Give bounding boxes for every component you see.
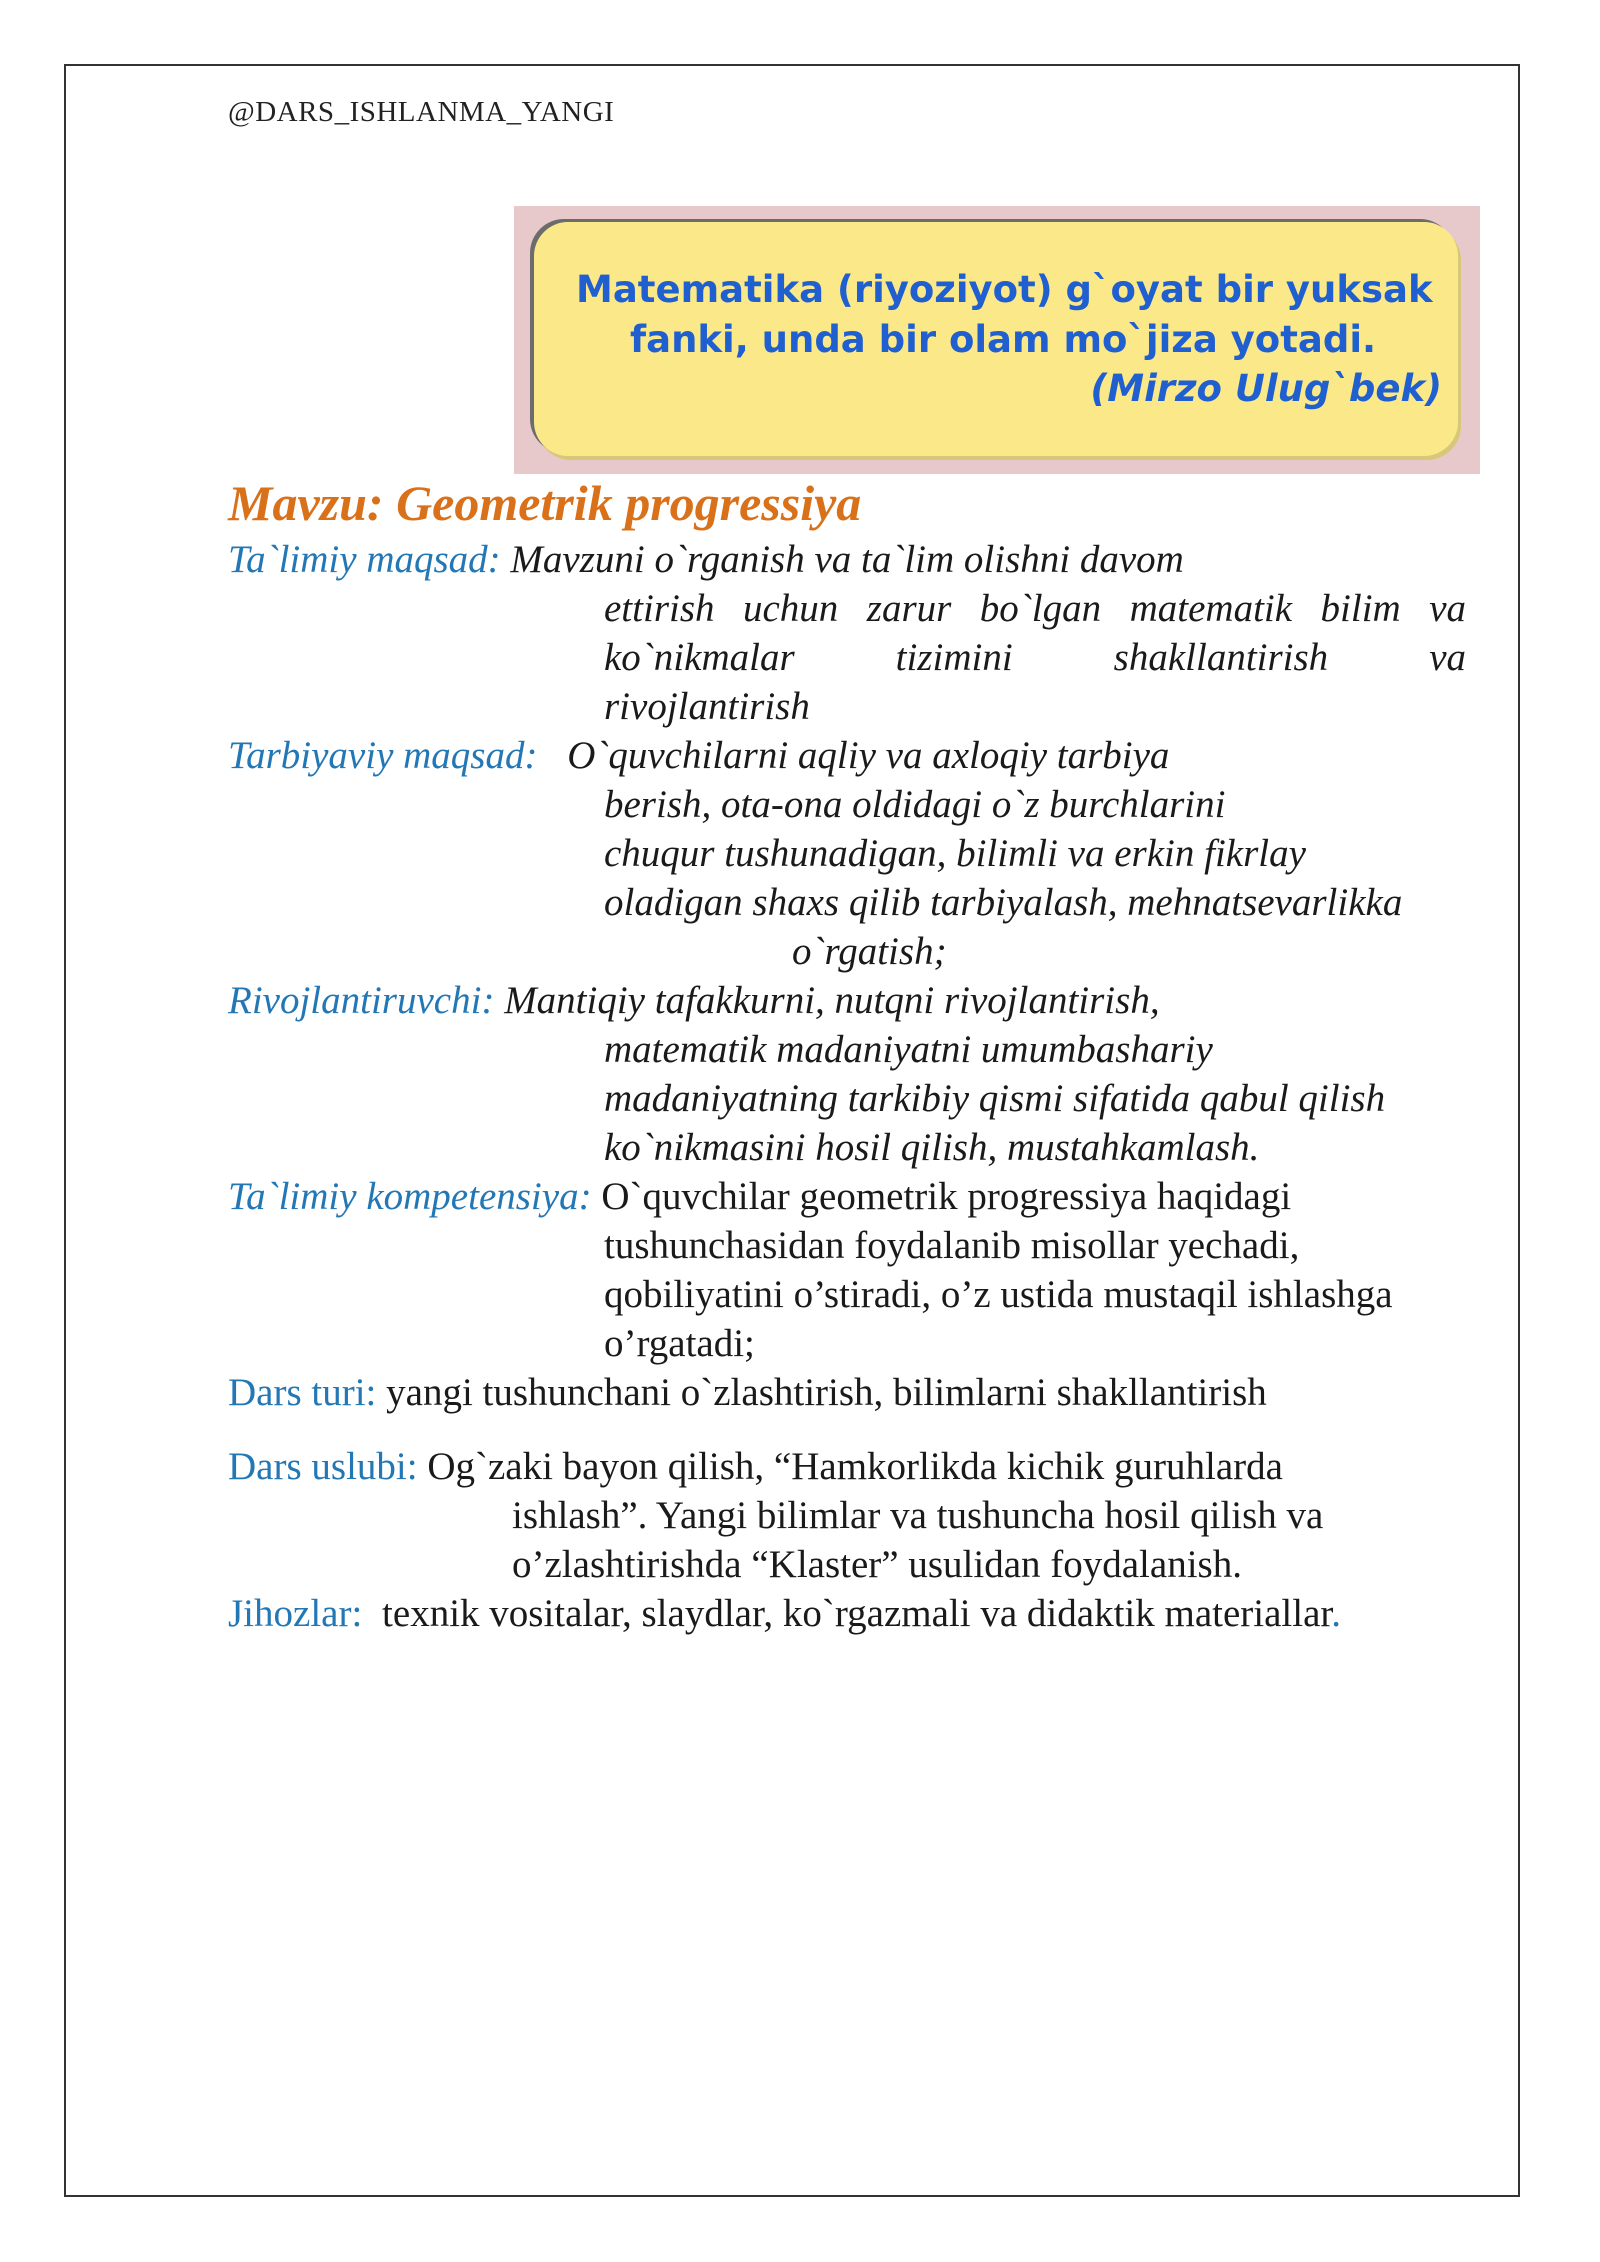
rivojlantiruvchi-first-line: Mantiqiy tafakkurni, nutqni rivojlantirish,: [504, 979, 1160, 1022]
dars-uslubi-label: Dars uslubi:: [228, 1445, 418, 1488]
quote-line-2: fanki, unda bir olam mo`jiza yotadi.: [630, 318, 1377, 361]
page-header: @DARS_ISHLANMA_YANGI: [228, 96, 615, 128]
dars-uslubi-line-2: ishlash”. Yangi bilimlar va tushuncha hosil qilish va: [512, 1494, 1324, 1537]
quote-panel: [534, 222, 1458, 456]
tarbiyaviy-line-2: berish, ota-ona oldidagi o`z burchlarini: [604, 783, 1226, 826]
kompetensiya-label: Ta`limiy kompetensiya:: [228, 1175, 592, 1218]
dars-turi-label: Dars turi:: [228, 1371, 377, 1414]
tarbiyaviy-line-5: o`rgatish;: [792, 930, 947, 973]
tarbiyaviy-label: Tarbiyaviy maqsad:: [228, 734, 538, 777]
dars-uslubi-line-3: o’zlashtirishda “Klaster” usulidan foydalanish.: [512, 1543, 1242, 1586]
rivojlantiruvchi-label: Rivojlantiruvchi:: [228, 979, 495, 1022]
jihozlar-text: texnik vositalar, slaydlar, ko`rgazmali va didaktik materiallar: [382, 1592, 1332, 1635]
tarbiyaviy-line-4: oladigan shaxs qilib tarbiyalash, mehnatsevarlikka: [604, 881, 1403, 924]
talimiy-line-2: ettirish uchun zarur bo`lgan matematik bilim va: [604, 587, 1466, 630]
quote-box: [514, 206, 1480, 474]
kompetensiya-row: [228, 1172, 1291, 1221]
kompetensiya-first-line: O`quvchilar geometrik progressiya haqidagi: [601, 1175, 1292, 1218]
quote-line-1: Matematika (riyoziyot) g`oyat bir yuksak: [576, 268, 1433, 311]
jihozlar-end: .: [1331, 1592, 1341, 1635]
dars-uslubi-first-line: Og`zaki bayon qilish, “Hamkorlikda kichik guruhlarda: [427, 1445, 1283, 1488]
tarbiyaviy-first-line: O`quvchilarni aqliy va axloqiy tarbiya: [567, 734, 1170, 777]
talimiy-first-line: Mavzuni o`rganish va ta`lim olishni davom: [510, 538, 1184, 581]
dars-turi-text: yangi tushunchani o`zlashtirish, bilimlarni shakllantirish: [386, 1371, 1267, 1414]
rivojlantiruvchi-line-3: madaniyatning tarkibiy qismi sifatida qabul qilish: [604, 1077, 1386, 1120]
jihozlar-row: [228, 1589, 1341, 1638]
rivojlantiruvchi-row: [228, 976, 1160, 1025]
talimiy-line-4: rivojlantirish: [604, 685, 810, 728]
rivojlantiruvchi-line-4: ko`nikmasini hosil qilish, mustahkamlash.: [604, 1126, 1260, 1169]
kompetensiya-line-3: qobiliyatini o’stiradi, o’z ustida mustaqil ishlashga: [604, 1273, 1393, 1316]
tarbiyaviy-line-3: chuqur tushunadigan, bilimli va erkin fikrlay: [604, 832, 1306, 875]
dars-uslubi-row: [228, 1442, 1283, 1491]
kompetensiya-line-4: o’rgatadi;: [604, 1322, 755, 1365]
tarbiyaviy-row: [228, 731, 1169, 780]
quote-author: (Mirzo Ulug`bek): [1090, 367, 1442, 410]
talimiy-line-3: ko`nikmalar tizimini shakllantirish va: [604, 636, 1466, 679]
lesson-title: Mavzu: Geometrik progressiya: [228, 475, 862, 531]
talimiy-label: Ta`limiy maqsad:: [228, 538, 501, 581]
rivojlantiruvchi-line-2: matematik madaniyatni umumbashariy: [604, 1028, 1213, 1071]
jihozlar-label: Jihozlar:: [228, 1592, 363, 1635]
kompetensiya-line-2: tushunchasidan foydalanib misollar yechadi,: [604, 1224, 1300, 1267]
dars-turi-row: [228, 1368, 1267, 1417]
talimiy-row: [228, 535, 1184, 584]
